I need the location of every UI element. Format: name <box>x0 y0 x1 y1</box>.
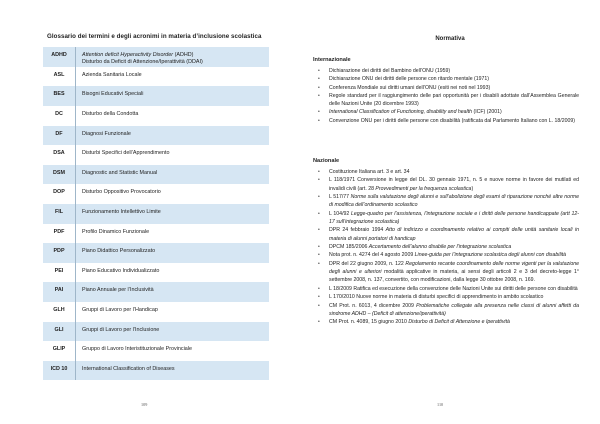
definition-cell: Piano Didattico Personalizzato <box>76 243 270 263</box>
table-row <box>43 47 269 67</box>
acronym-cell: PDP <box>43 243 76 263</box>
table-row <box>43 145 269 165</box>
list-item <box>313 84 579 92</box>
acronym-cell: GLI <box>43 322 76 342</box>
table-row <box>43 282 269 302</box>
item-italic-text: International Classification of Functioning, disability and health <box>329 109 473 116</box>
item-text: Conferenza Mondiale sui diritti umani dell’ONU (esiti nei noti nel 1993) <box>329 84 491 91</box>
item-text: DPCM 185/2006 <box>329 244 369 251</box>
item-text: L 18/2009 Ratifica ed esecuzione della convenzione delle Nazioni Unite sui diritti delle persone con disabilità <box>329 285 578 292</box>
item-text: Dichiarazione ONU dei diritti delle persone con ritardo mentale (1971) <box>329 76 490 83</box>
acronym-cell: DOP <box>43 184 76 204</box>
list-item <box>313 168 579 176</box>
section-heading-national: Nazionale <box>313 158 340 164</box>
acronym-cell: ADHD <box>43 47 76 67</box>
item-italic-text: Legge-quadro per l’assistenza, l’integrazione sociale e i diritti delle persone handicappate (artt 12-17 sull’integrazione scolastica) <box>329 210 579 226</box>
list-item <box>313 251 579 259</box>
item-text: CM Prot. n. 4089, 15 giugno 2010 <box>329 319 409 326</box>
table-row <box>43 263 269 283</box>
list-item <box>313 243 579 251</box>
item-text: DPR 24 febbraio 1994 <box>329 227 386 234</box>
table-row <box>43 224 269 244</box>
table-row <box>43 204 269 224</box>
item-text: Nota prot. n. 4274 del 4 agosto 2009 <box>329 252 415 259</box>
definition-cell: Disturbo Oppositivo Provocatorio <box>82 189 161 196</box>
definition-cell <box>76 47 270 67</box>
list-item <box>313 293 579 301</box>
right-page <box>300 0 600 424</box>
item-text: L 170/2010 Nuove norme in materia di disturbi specifici di apprendimento in ambito scolastico <box>329 294 544 301</box>
acronym-cell: DF <box>43 126 76 146</box>
table-row <box>43 361 269 381</box>
definition-cell: Gruppi di Lavoro per l’Inclusione <box>76 322 270 342</box>
national-list <box>313 168 579 327</box>
table-row <box>43 106 269 126</box>
table-row <box>43 86 269 106</box>
definition-text-2: Disturbo da Deficit di Attenzione/Iperattività (DDAI) <box>82 59 203 66</box>
table-row <box>43 243 269 263</box>
list-item <box>313 318 579 326</box>
acronym-cell: DSM <box>43 165 76 185</box>
acronym-cell: PAI <box>43 282 76 302</box>
item-italic-text: Problematiche collegate alla presenza nelle classi di alunni affetti da sindrome ADHD – (Deficit di attenzione/iperattività) <box>329 302 579 317</box>
list-item <box>313 117 579 125</box>
definition-text: (ADHD) <box>173 52 194 58</box>
definition-cell: Disturbi Specifici dell’Apprendimento <box>82 150 170 157</box>
table-row <box>43 341 269 361</box>
definition-cell: Piano Annuale per l’Inclusività <box>76 282 270 302</box>
acronym-cell: DSA <box>43 145 76 165</box>
acronym-cell: ICD 10 <box>43 361 76 381</box>
glossary-table <box>43 47 269 380</box>
acronym-cell: GLH <box>43 302 76 322</box>
definition-cell: Gruppi di Lavoro per l’Handicap <box>82 306 158 313</box>
international-list <box>313 67 579 125</box>
definition-cell: Piano Educativo Individualizzato <box>82 267 160 274</box>
table-row <box>43 165 269 185</box>
list-item <box>313 75 579 83</box>
table-row <box>43 126 269 146</box>
item-text: Costituzione Italiana art. 3 e art. 34 <box>329 169 410 175</box>
item-italic-text: Atto di indirizzo e coordinamento relativo ai compiti delle unità sanitarie locali in materia di alunni portatori di handicap <box>329 227 579 242</box>
definition-cell: Funzionamento Intellettivo Limite <box>76 204 270 224</box>
item-italic-text: Provvedimenti per la frequenza scolastica <box>375 185 472 192</box>
definition-cell: Disturbo della Condotta <box>82 111 139 117</box>
definition-cell: Diagnostic and Statistic Manual <box>76 165 270 185</box>
item-text: L 517/77 <box>329 194 351 201</box>
definition-cell: Bisogni Educativi Speciali <box>76 86 270 106</box>
item-text: CM Prot. n. 6013, 4 dicembre 2009 <box>329 302 417 309</box>
list-item <box>313 92 579 109</box>
list-item <box>313 67 579 75</box>
glossary-title: Glossario dei termini e degli acronimi in materia d’inclusione scolastica <box>47 33 262 40</box>
item-text: Dichiarazione dei diritti del Bambino dell’ONU (1959) <box>329 68 451 74</box>
item-text: L 118/1971 Conversione in legge del DL. 30 gennaio 1971, n. 5 e nuove norme in favore dei mutilati ed invalidi civili (art. 28 <box>329 177 579 192</box>
item-italic-text: Linee-guida per l’integrazione scolastica degli alunni con disabilità <box>414 252 567 259</box>
item-text: L 104/92 <box>329 210 351 217</box>
item-text: (ICF) (2001) <box>472 109 502 116</box>
item-text: Regole standard per il raggiungimento delle pari opportunità per i disabili adottate dall’Assemblea Generale delle Nazioni Unite (20 dicembre 1993) <box>329 92 579 108</box>
list-item <box>313 302 579 319</box>
definition-cell: International Classification of Diseases <box>76 361 270 381</box>
section-heading-international: Internazionale <box>313 57 351 63</box>
item-text: modalità applicative in materia, ai sensi degli articoli 2 e 3 del decreto-legge 1° settembre 2008, n. 137, convertito, con modificazioni, dalla legge 30 ottobre 2008, n. 169. <box>329 269 579 284</box>
definition-italic: Attention deficit Hyperactivity Disorder <box>82 52 174 58</box>
definition-cell: Profilo Dinamico Funzionale <box>82 228 150 235</box>
definition-cell: Diagnosi Funzionale <box>76 126 270 146</box>
acronym-cell: DC <box>43 106 76 126</box>
table-row <box>43 184 269 204</box>
item-italic-text: Regolamento recante coordinamento delle norme vigenti per la valutazione degli alunni e ulteriori <box>329 260 579 276</box>
page-number-left: 109 <box>141 402 148 407</box>
acronym-cell: PDF <box>43 224 76 244</box>
list-item <box>313 226 579 243</box>
page-number-right: 110 <box>437 402 444 407</box>
acronym-cell: GLIP <box>43 341 76 361</box>
acronym-cell: ASL <box>43 67 76 87</box>
normativa-title: Normativa <box>435 36 465 42</box>
list-item <box>313 260 579 285</box>
list-item <box>313 176 579 193</box>
acronym-cell: FIL <box>43 204 76 224</box>
list-item <box>313 210 579 227</box>
acronym-cell: PEI <box>43 263 76 283</box>
table-row <box>43 322 269 342</box>
definition-cell: Gruppo di Lavoro Interistituzionale Provinciale <box>82 346 192 353</box>
acronym-cell: BES <box>43 86 76 106</box>
list-item <box>313 285 579 293</box>
item-text: Convenzione ONU per i diritti delle persone con disabilità (ratificata dal Parlamento Italiano con L. 18/2009) <box>329 117 575 124</box>
table-row <box>43 302 269 322</box>
item-text: DPR del 22 giugno 2009, n. 122 <box>329 260 406 267</box>
item-text: ) <box>471 185 474 192</box>
item-italic-text: Norme sulla valutazione degli alunni e sull’abolizione degli esami di riparazione nonché altre norme di modifica dell’ordinamento scolastico <box>329 194 580 209</box>
list-item <box>313 108 579 116</box>
item-italic-text: Disturbo di Deficit di Attenzione e Iperattività <box>408 319 510 326</box>
table-row <box>43 67 269 87</box>
definition-cell: Azienda Sanitaria Locale <box>82 71 142 78</box>
list-item <box>313 193 579 210</box>
item-italic-text: Accertamento dell’alunno disabile per l’integrazione scolastica <box>368 244 512 251</box>
